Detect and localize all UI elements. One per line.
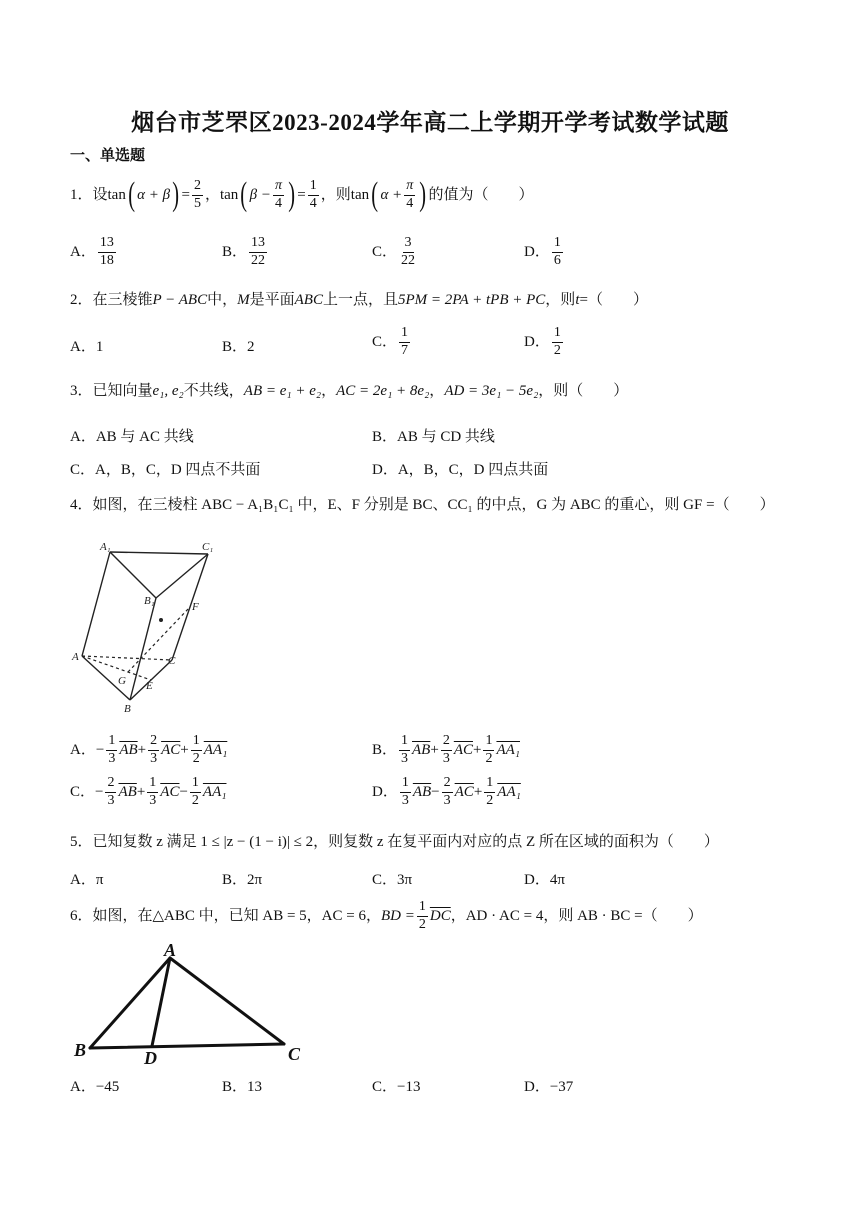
question-4: 4．如图，在三棱柱 ABC − A₁B₁C₁ 中，E、F 分别是 BC、CC₁ 的中点，G 为 ABC 的重心，则 GF =（ ）: [70, 497, 775, 513]
q1-option-c[interactable]: C． $\frac{3}{22}$: [372, 235, 416, 268]
prism-figure: [68, 536, 228, 716]
label-a: A: [164, 940, 177, 960]
q4-option-d[interactable]: D． $\frac{1}{3}$ $\overline{AB}$ − $\frac{2}{3}$ $\overline{AC}$ + $\frac{1}{2}$ AA₁: [372, 775, 521, 808]
label-e: E: [146, 680, 153, 692]
q6-option-b[interactable]: B．13: [222, 1079, 263, 1095]
label-a1: A₁: [100, 541, 111, 553]
question-1: 1．设 tan ( α + β ) = $\frac{2}{5}$ ， tan ( β − $\frac{\pi}{4}$ ) = $\frac{1}{4}$ ，则 tan ( α + $\frac{\pi}{4}$ ) 的值为（ ）: [70, 176, 534, 213]
q5-option-d[interactable]: D．4π: [524, 872, 565, 888]
label-c: C: [288, 1044, 301, 1064]
q3-option-c[interactable]: C．A，B，C，D 四点不共面: [70, 462, 261, 478]
label-g: G: [118, 675, 126, 687]
q3-option-b[interactable]: B．AB 与 CD 共线: [372, 429, 495, 445]
q5-option-c[interactable]: C．3π: [372, 872, 413, 888]
q1-option-b[interactable]: B． $\frac{13}{22}$: [222, 235, 266, 268]
q2-option-a[interactable]: A．1: [70, 339, 104, 355]
label-a: A: [72, 651, 79, 663]
q4-option-a[interactable]: A． − $\frac{1}{3}$ $\overline{AB}$ + $\frac{2}{3}$ $\overline{AC}$ + $\frac{1}{2}$ AA₁: [70, 733, 228, 766]
label-b1: B₁: [144, 595, 155, 607]
label-f: F: [192, 601, 199, 613]
label-c1: C₁: [202, 541, 214, 553]
page-title: 烟台市芝罘区2023-2024学年高二上学期开学考试数学试题: [131, 110, 729, 135]
question-3: 3．已知向量 e₁, e₂ 不共线， AB = e₁ + e₂ ， AC = 2e₁ + 8e₂ ， AD = 3e₁ − 5e₂ ，则（ ）: [70, 383, 629, 399]
q2-option-b[interactable]: B．2: [222, 339, 255, 355]
q2-option-c[interactable]: C． $\frac{1}{7}$: [372, 325, 409, 358]
q1-option-a[interactable]: A． $\frac{13}{18}$: [70, 235, 114, 268]
q4-option-b[interactable]: B． $\frac{1}{3}$ $\overline{AB}$ + $\frac{2}{3}$ $\overline{AC}$ + $\frac{1}{2}$ AA₁: [372, 733, 520, 766]
q3-option-a[interactable]: A．AB 与 AC 共线: [70, 429, 194, 445]
label-b: B: [74, 1040, 87, 1060]
question-6: 6．如图，在△ABC 中，已知 AB = 5，AC = 6， BD = $\frac{1}{2}$ $\overline{DC}$ ，AD · AC = 4，则 AB · BC =（ ）: [70, 899, 703, 932]
q2-option-d[interactable]: D． $\frac{1}{2}$: [524, 325, 561, 358]
q6-option-d[interactable]: D．−37: [524, 1079, 574, 1095]
q5-option-a[interactable]: A．π: [70, 872, 104, 888]
label-b: B: [124, 703, 131, 715]
triangle-figure: [70, 938, 320, 1068]
q4-option-c[interactable]: C． − $\frac{2}{3}$ $\overline{AB}$ + $\frac{1}{3}$ $\overline{AC}$ − $\frac{1}{2}$ AA₁: [70, 775, 227, 808]
q1-option-d[interactable]: D． $\frac{1}{6}$: [524, 235, 561, 268]
label-c: C: [168, 655, 176, 667]
q6-option-c[interactable]: C．−13: [372, 1079, 421, 1095]
q5-option-b[interactable]: B．2π: [222, 872, 263, 888]
label-d: D: [144, 1048, 157, 1068]
q6-option-a[interactable]: A．−45: [70, 1079, 120, 1095]
q3-option-d[interactable]: D．A，B，C，D 四点共面: [372, 462, 549, 478]
question-5: 5．已知复数 z 满足 1 ≤ |z − (1 − i)| ≤ 2，则复数 z 在复平面内对应的点 Z 所在区域的面积为（ ）: [70, 834, 719, 850]
question-2: 2．在三棱锥 P − ABC 中， M 是平面 ABC 上一点，且 5PM = 2PA + tPB + PC ，则 t =（ ）: [70, 292, 648, 308]
section-heading: 一、单选题: [70, 148, 146, 164]
